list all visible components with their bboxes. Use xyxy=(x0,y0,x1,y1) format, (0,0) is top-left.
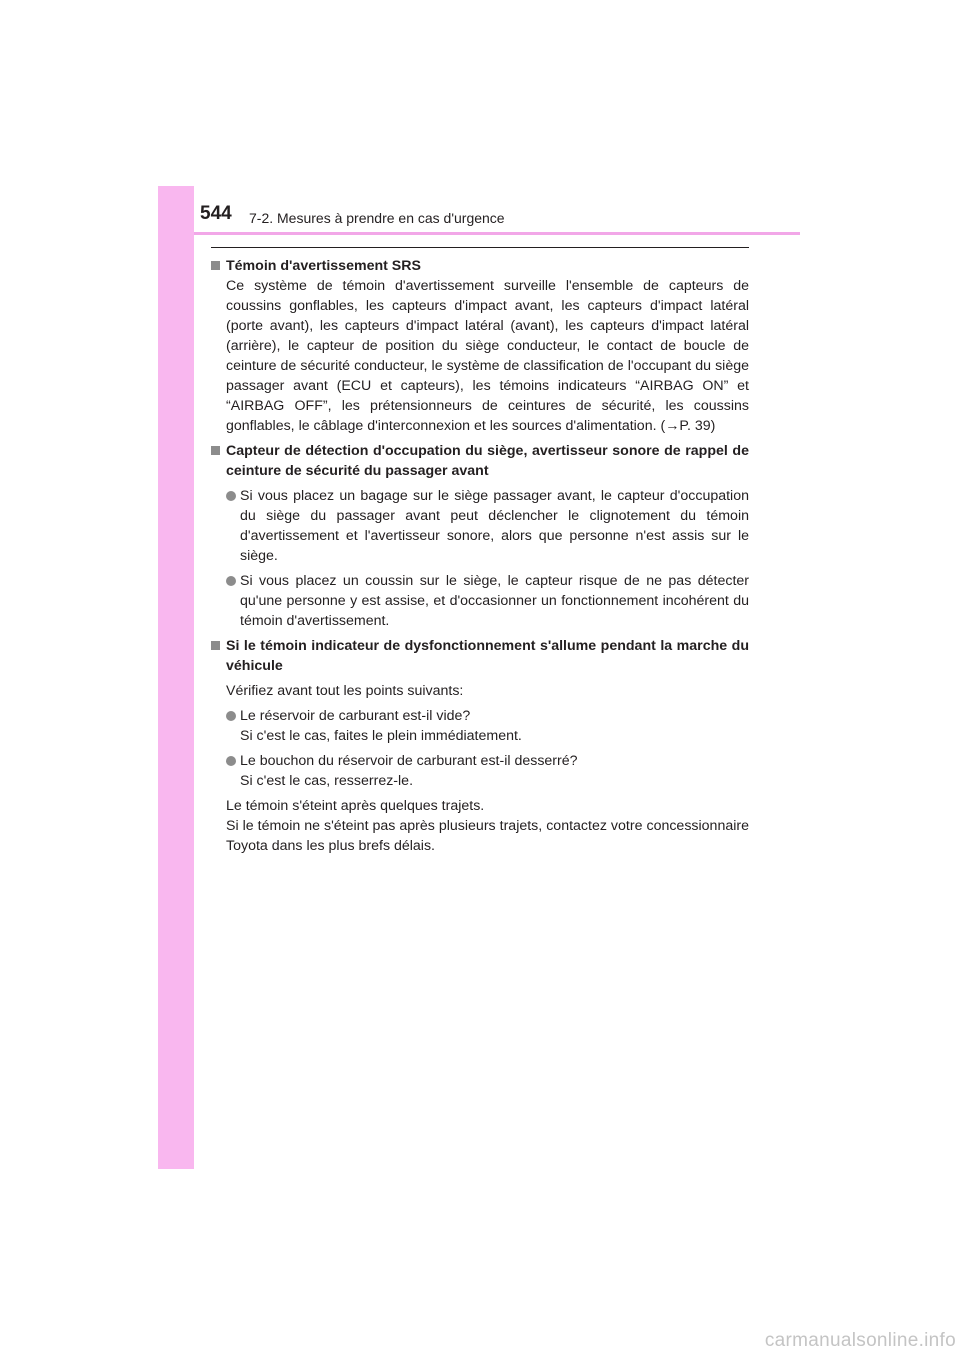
closing-paragraph-1: Le témoin s'éteint après quelques trajets. xyxy=(226,798,485,814)
round-bullet-icon xyxy=(226,576,236,586)
check-question: Le réservoir de carburant est-il vide? xyxy=(240,708,471,724)
list-item xyxy=(226,486,749,566)
list-item-text: Si vous placez un bagage sur le siège passager avant, le capteur d'occupation du siège du passager avant peut déclencher le clignotement du témoin d'avertissement et l'avertisseur sonore, alors que personne n'est assis sur le siège. xyxy=(240,488,749,564)
chapter-side-band xyxy=(158,186,194,1169)
check-question: Le bouchon du réservoir de carburant est-il desserré? xyxy=(240,753,578,769)
header-divider xyxy=(194,232,800,235)
check-answer: Si c'est le cas, faites le plein immédiatement. xyxy=(240,728,522,744)
list-item-body xyxy=(240,706,749,746)
check-answer: Si c'est le cas, resserrez-le. xyxy=(240,773,414,789)
section-heading-occupant-sensor xyxy=(211,441,749,481)
section-heading-malfunction xyxy=(211,636,749,676)
square-bullet-icon xyxy=(211,261,220,270)
content-top-rule xyxy=(211,247,749,248)
square-bullet-icon xyxy=(211,446,220,455)
heading-text: Capteur de détection d'occupation du siège, avertisseur sonore de rappel de ceinture de sécurité du passager avant xyxy=(226,443,749,479)
heading-text: Témoin d'avertissement SRS xyxy=(226,258,421,274)
closing-paragraph-2: Si le témoin ne s'éteint pas après plusieurs trajets, contactez votre concessionnaire Toyota dans les plus brefs délais. xyxy=(226,818,749,854)
list-item xyxy=(226,751,749,791)
list-item-body xyxy=(240,751,749,791)
page-content xyxy=(211,256,749,856)
heading-text: Si le témoin indicateur de dysfonctionnement s'allume pendant la marche du véhicule xyxy=(226,638,749,674)
round-bullet-icon xyxy=(226,711,236,721)
srs-paragraph: Ce système de témoin d'avertissement surveille l'ensemble de capteurs de coussins gonflables, les capteurs d'impact avant, les capteurs d'impact latéral (porte avant), les capteurs d'impact latéral (avant), les capteurs d'impact latéral (arrière), le capteur de position du siège conducteur, le contact de boucle de ceinture de sécurité conducteur, le système de classification de l'occupant du siège passager avant (ECU et capteurs), les témoins indicateurs “AIRBAG ON” et “AIRBAG OFF”, les prétensionneurs de ceintures de sécurité, les coussins gonflables, le câblage d'interconnexion et les sources d'alimentation. (→P. 39) xyxy=(226,278,749,434)
list-item xyxy=(226,706,749,746)
round-bullet-icon xyxy=(226,756,236,766)
section-heading-srs xyxy=(211,256,749,276)
list-item-text: Si vous placez un coussin sur le siège, le capteur risque de ne pas détecter qu'une personne y est assise, et d'occasionner un fonctionnement incohérent du témoin d'avertissement. xyxy=(240,573,749,629)
page-number: 544 xyxy=(200,203,232,224)
section-title: 7-2. Mesures à prendre en cas d'urgence xyxy=(249,210,505,226)
round-bullet-icon xyxy=(226,491,236,501)
watermark: carmanualsonline.info xyxy=(764,1330,956,1351)
square-bullet-icon xyxy=(211,641,220,650)
intro-paragraph: Vérifiez avant tout les points suivants: xyxy=(226,683,464,699)
list-item xyxy=(226,571,749,631)
